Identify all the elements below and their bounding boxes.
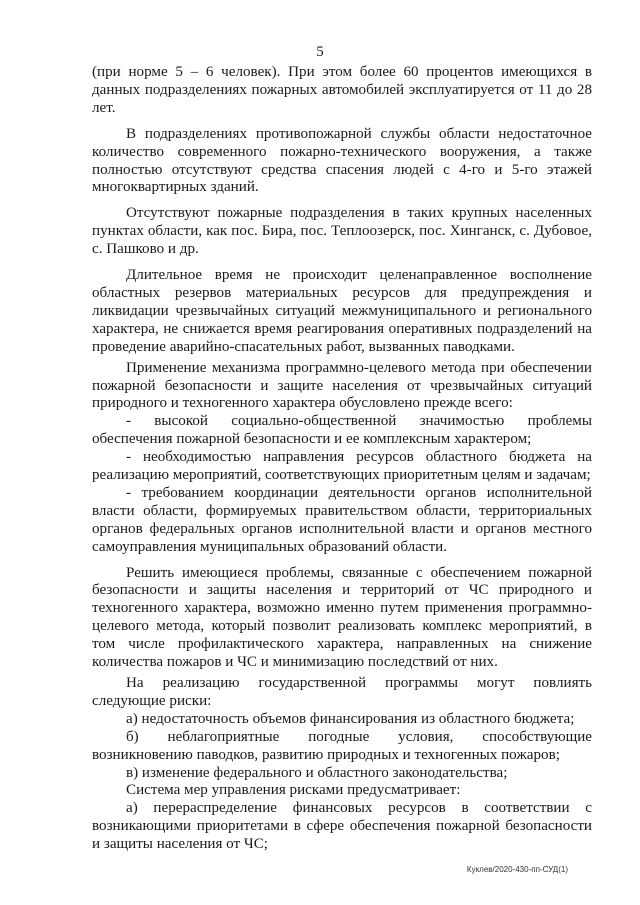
paragraph-missing-units: Отсутствуют пожарные подразделения в таких крупных населенных пунктах области, как пос. Бира, пос. Теплоозерск, пос. Хинганск, с. Дубовое, с. Пашково и др. — [92, 205, 592, 258]
paragraph-program-method: Применение механизма программно-целевого метода при обеспечении пожарной безопасности и защите населения от чрезвычайных ситуаций природного и техногенного характера обусловлено прежде всего: — [92, 359, 592, 412]
risk-item-weather: б) неблагоприятные погодные условия, способствующие возникновению паводков, развитию природных и техногенных пожаров; — [92, 728, 592, 763]
risk-item-legislation: в) изменение федерального и областного законодательства; — [126, 764, 508, 781]
paragraph-solution: Решить имеющиеся проблемы, связанные с обеспечением пожарной безопасности и защиты населения и территорий от ЧС природного и техногенного характера, возможно именно путем применения программно-целевого метода, который позволит реализовать комплекс мероприятий, в том числе профилактического характера, направленных на снижение количества пожаров и ЧС и минимизацию последствий от них. — [92, 564, 592, 671]
footer-document-code: Куклев/2020-430-пп-СУД(1) — [466, 865, 568, 874]
paragraph-risks-intro: На реализацию государственной программы могут повлиять следующие риски: — [92, 675, 592, 709]
paragraph-risk-management: Система мер управления рисками предусматривает: — [126, 782, 461, 799]
page-number: 5 — [316, 44, 324, 60]
paragraph-staffing-vehicles: (при норме 5 – 6 человек). При этом более 60 процентов имеющихся в данных подразделениях пожарных автомобилей эксплуатируется от 11 до 28 лет. — [92, 64, 592, 116]
risk-item-financing: а) недостаточность объемов финансирования из областного бюджета; — [126, 710, 575, 727]
paragraph-reserves: Длительное время не происходит целенаправленное восполнение областных резервов материальных ресурсов для предупреждения и ликвидации чрезвычайных ситуаций межмуниципального и регионального характера, не снижается время реагирования оперативных подразделений на проведение аварийно-спасательных работ, вызванных паводками. — [92, 267, 592, 355]
list-item-significance: - высокой социально-общественной значимостью проблемы обеспечения пожарной безопасности и ее комплексным характером; — [92, 413, 592, 448]
paragraph-equipment-shortage: В подразделениях противопожарной службы области недостаточное количество современного пожарно-технического вооружения, а также полностью отсутствуют средства спасения людей с 4-го и 5-го этажей многоквартирных зданий. — [92, 125, 592, 196]
list-item-coordination: - требованием координации деятельности органов исполнительной власти области, формируемых правительством области, территориальных органов федеральных органов исполнительной власти и органов местного самоуправления муниципальных образований области. — [92, 484, 592, 555]
measure-item-redistribution: а) перераспределение финансовых ресурсов в соответствии с возникающими приоритетами в сфере обеспечения пожарной безопасности и защиты населения от ЧС; — [92, 800, 592, 853]
document-body — [92, 64, 592, 854]
list-item-budget: - необходимостью направления ресурсов областного бюджета на реализацию мероприятий, соответствующих приоритетным целям и задачам; — [92, 449, 592, 484]
